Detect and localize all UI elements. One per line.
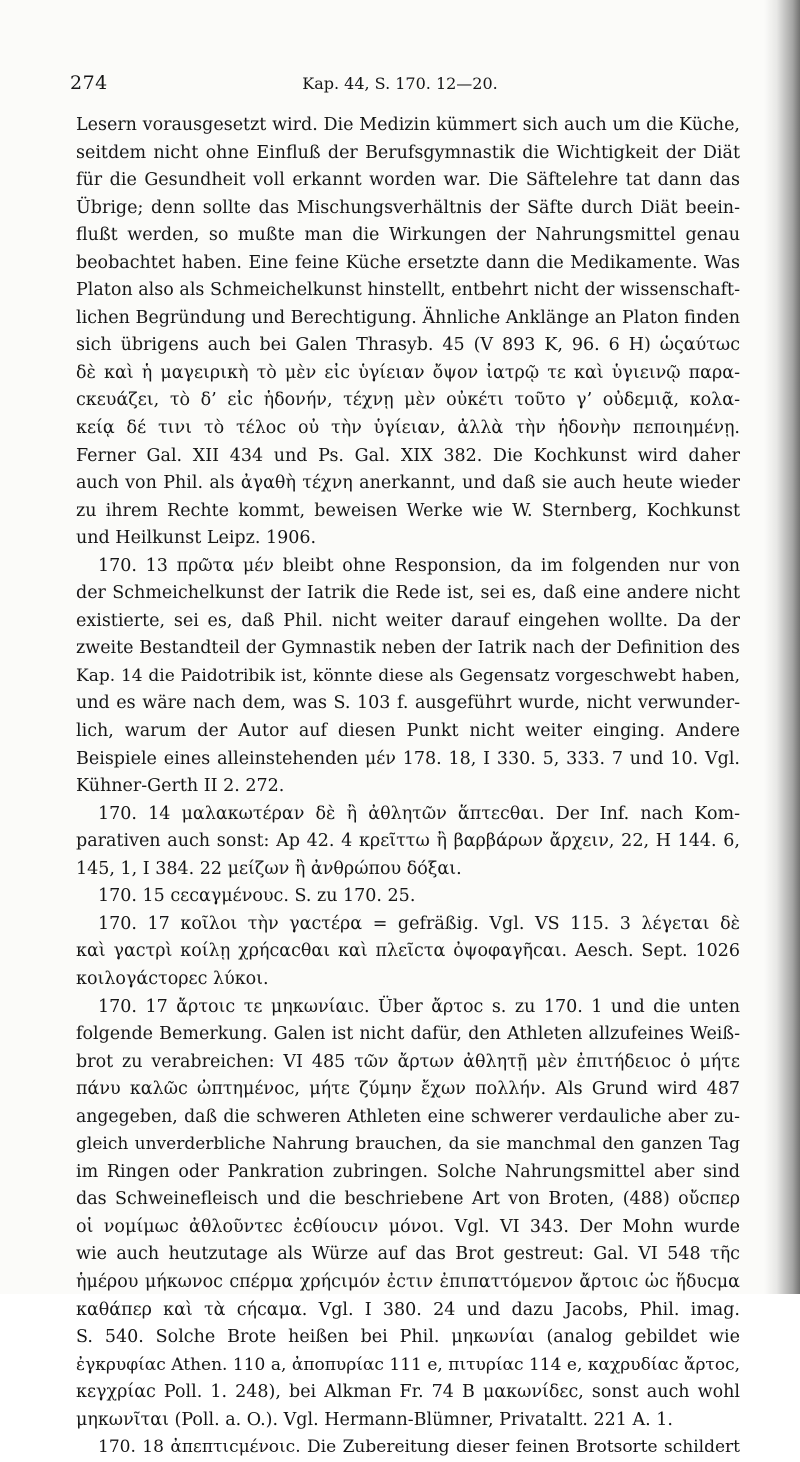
text-line: seitdem nicht ohne Einfluß der Berufsgymnastik die Wichtigkeit der Diät	[76, 142, 740, 163]
text-line: parativen auch sonst: Ap 42. 4 κρεῖττω ἢ βαρβάρων ἄρχειν, 22, H 144. 6,	[76, 831, 740, 852]
text-line: gleich unverderbliche Nahrung brauchen, da sie manchmal den ganzen Tag	[76, 1134, 740, 1155]
text-line: μηκωνῖται (Poll. a. O.). Vgl. Hermann-Blümner, Privataltt. 221 A. 1.	[76, 1409, 673, 1430]
text-line: ϲκευάζει, τὸ δ’ εἰϲ ἡδονήν, τέχνῃ μὲν οὐκέτι τοῦτο γ’ οὐδεμιᾷ, κολα-	[76, 390, 740, 411]
text-line: 170. 14 μαλακωτέραν δὲ ἢ ἀθλητῶν ἅπτεϲθαι. Der Inf. nach Kom-	[98, 803, 740, 824]
text-line: im Ringen oder Pankration zubringen. Solche Nahrungsmittel aber sind	[76, 1161, 740, 1182]
text-line: der Schmeichelkunst der Iatrik die Rede ist, sei es, daß eine andere nicht	[76, 583, 740, 604]
text-line: angegeben, daß die schweren Athleten eine schwerer verdauliche aber zu-	[76, 1106, 740, 1127]
text-line: ἐγκρυφίαϲ Athen. 110 a, ἀποπυρίαϲ 111 e, πιτυρίαϲ 114 e, καχρυδίαϲ ἄρτοϲ,	[76, 1354, 740, 1375]
text-line: 170. 15 ϲεϲαγμένουϲ. S. zu 170. 25.	[98, 886, 416, 907]
text-line: Kap. 14 die Paidotribik ist, könnte diese als Gegensatz vorgeschwebt haben,	[76, 665, 740, 686]
text-line: und es wäre nach dem, was S. 103 f. ausgeführt wurde, nicht verwunder-	[76, 693, 740, 714]
text-line: beobachtet haben. Eine feine Küche ersetzte dann die Medikamente. Was	[76, 252, 740, 273]
commentary-text	[76, 112, 740, 1462]
text-line: Übrige; denn sollte das Mischungsverhältnis der Säfte durch Diät beein-	[76, 197, 740, 218]
text-line: brot zu verabreichen: VI 485 τῶν ἄρτων ἀθλητῇ μὲν ἐπιτήδειοϲ ὁ μήτε	[76, 1051, 740, 1072]
text-line: καθάπερ καὶ τὰ ϲήϲαμα. Vgl. I 380. 24 und dazu Jacobs, Phil. imag.	[76, 1299, 740, 1320]
text-line: Kühner-Gerth II 2. 272.	[76, 776, 285, 797]
text-line: sich übrigens auch bei Galen Thrasyb. 45 (V 893 K, 96. 6 H) ὡςαύτωϲ	[76, 335, 740, 356]
text-line: πάνυ καλῶϲ ὠπτημένοϲ, μήτε ζύμην ἔχων πολλήν. Als Grund wird 487	[76, 1079, 740, 1100]
text-line: lichen Begründung und Berechtigung. Ähnliche Anklänge an Platon finden	[76, 307, 740, 328]
text-line: 170. 17 ἄρτοιϲ τε μηκωνίαιϲ. Über ἄρτοϲ s. zu 170. 1 und die unten	[98, 996, 740, 1017]
text-line: 170. 13 πρῶτα μέν bleibt ohne Responsion, da im folgenden nur von	[98, 555, 740, 576]
text-line: folgende Bemerkung. Galen ist nicht dafür, den Athleten allzufeines Weiß-	[76, 1024, 740, 1045]
page-gutter-shadow	[764, 0, 800, 1294]
text-line: wie auch heutzutage als Würze auf das Brot gestreut: Gal. VI 548 τῆϲ	[76, 1244, 740, 1265]
page-number: 274	[70, 72, 108, 94]
text-line: 170. 18 ἀπεπτιϲμένοιϲ. Die Zubereitung dieser feinen Brotsorte schildert	[98, 1437, 740, 1458]
text-line: auch von Phil. als ἀγαθὴ τέχνη anerkannt, und daß sie auch heute wieder	[76, 473, 740, 494]
text-line: und Heilkunst Leipz. 1906.	[76, 528, 317, 549]
text-line: κεγχρίαϲ Poll. 1. 248), bei Alkman Fr. 74 B μακωνίδεϲ, sonst auch wohl	[76, 1382, 740, 1403]
text-line: Beispiele eines alleinstehenden μέν 178. 18, I 330. 5, 333. 7 und 10. Vgl.	[76, 748, 740, 769]
text-line: οἱ νομίμωϲ ἀθλοῦντεϲ ἐϲθίουϲιν μόνοι. Vgl. VI 343. Der Mohn wurde	[76, 1216, 740, 1237]
text-line: κείᾳ δέ τινι τὸ τέλοϲ οὐ τὴν ὑγίειαν, ἀλλὰ τὴν ἡδονὴν πεποιημένῃ.	[76, 418, 740, 439]
text-line: 170. 17 κοῖλοι τὴν γαϲτέρα = gefräßig. Vgl. VS 115. 3 λέγεται δὲ	[98, 913, 740, 934]
page-header	[70, 72, 730, 98]
text-line: 145, 1, I 384. 22 μείζων ἢ ἀνθρώπου δόξαι.	[76, 858, 462, 879]
running-head: Kap. 44, S. 170. 12—20.	[302, 74, 498, 93]
text-line: das Schweinefleisch und die beschriebene Art von Broten, (488) οὔϲπερ	[76, 1189, 740, 1210]
text-line: lich, warum der Autor auf diesen Punkt nicht weiter einging. Andere	[76, 721, 740, 742]
text-line: existierte, sei es, daß Phil. nicht weiter darauf eingehen wollte. Da der	[76, 610, 740, 631]
text-line: Ferner Gal. XII 434 und Ps. Gal. XIX 382. Die Kochkunst wird daher	[76, 445, 740, 466]
text-line: Platon also als Schmeichelkunst hinstellt, entbehrt nicht der wissenschaft-	[76, 280, 740, 301]
text-line: κοιλογάϲτορεϲ λύκοι.	[76, 968, 269, 989]
text-line: S. 540. Solche Brote heißen bei Phil. μηκωνίαι (analog gebildet wie	[76, 1327, 740, 1348]
text-line: flußt werden, so mußte man die Wirkungen der Nahrungsmittel genau	[76, 225, 740, 246]
text-line: zu ihrem Rechte kommt, beweisen Werke wie W. Sternberg, Kochkunst	[76, 500, 740, 521]
text-line: zweite Bestandteil der Gymnastik neben der Iatrik nach der Definition des	[76, 638, 740, 659]
text-line: δὲ καὶ ἡ μαγειρικὴ τὸ μὲν εἰϲ ὑγίειαν ὄψον ἰατρῷ τε καὶ ὑγιεινῷ παρα-	[76, 362, 740, 383]
text-line: καὶ γαϲτρὶ κοίλῃ χρήϲαϲθαι καὶ πλεῖϲτα ὀψοφαγῆϲαι. Aesch. Sept. 1026	[76, 941, 740, 962]
text-line: für die Gesundheit voll erkannt worden war. Die Säftelehre tat dann das	[76, 170, 740, 191]
text-line: ἡμέρου μήκωνοϲ ϲπέρμα χρήϲιμόν ἐϲτιν ἐπιπαττόμενον ἄρτοιϲ ὡϲ ἥδυϲμα	[76, 1271, 740, 1292]
text-line: Lesern vorausgesetzt wird. Die Medizin kümmert sich auch um die Küche,	[76, 115, 740, 135]
